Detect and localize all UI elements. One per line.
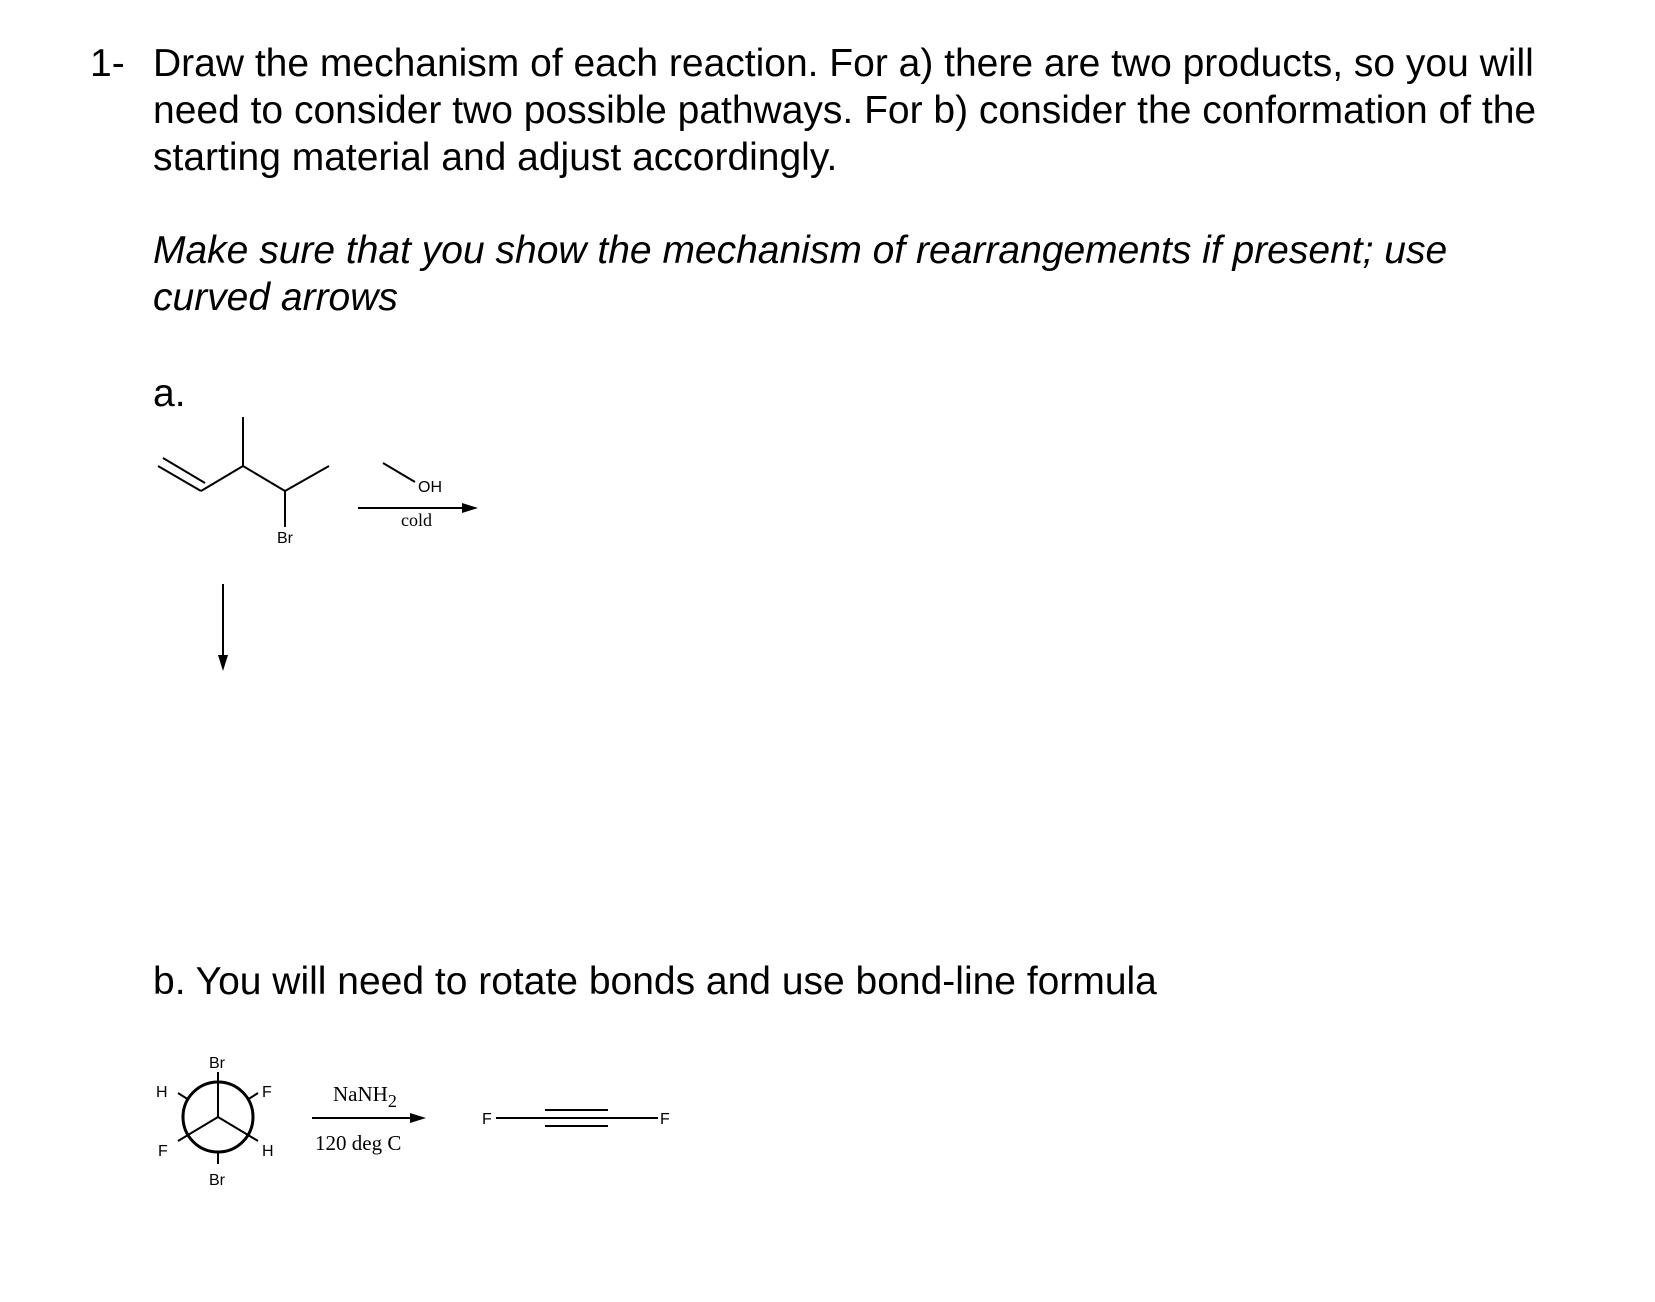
part-a-reagent [383,463,415,482]
question-line: starting material and adjust accordingly. [153,136,838,179]
newman-back-top-left: H [156,1084,168,1101]
substrate-br-atom: Br [277,530,293,547]
note-line: curved arrows [153,276,398,319]
condition-temperature: 120 deg C [315,1131,402,1155]
newman-back-bottom: Br [209,1172,225,1189]
question-line: need to consider two possible pathways. For b) consider the conformation of the [153,89,1537,132]
newman-front-left: F [158,1143,168,1160]
down-arrow [218,584,228,671]
product-left-f: F [482,1111,492,1128]
condition-cold: cold [401,510,432,530]
product-right-f: F [660,1111,670,1128]
newman-front-right: H [262,1143,274,1160]
part-b-arrow [312,1113,426,1123]
question-number: 1- [90,42,125,85]
reagent-oh: OH [418,479,442,496]
product-alkyne [496,1110,658,1126]
question-line: Draw the mechanism of each reaction. For a) there are two products, so you will [153,42,1534,85]
newman-back-top-right: F [262,1084,272,1101]
newman-front-top: Br [209,1055,225,1072]
reagent-nanh2: NaNH2 [333,1082,397,1111]
note-line: Make sure that you show the mechanism of rearrangements if present; use [153,229,1448,272]
newman-projection [178,1072,258,1164]
part-a-label: a. [153,372,186,415]
part-b-label: b. You will need to rotate bonds and use bond-line formula [153,960,1157,1003]
part-a-substrate [158,417,329,527]
